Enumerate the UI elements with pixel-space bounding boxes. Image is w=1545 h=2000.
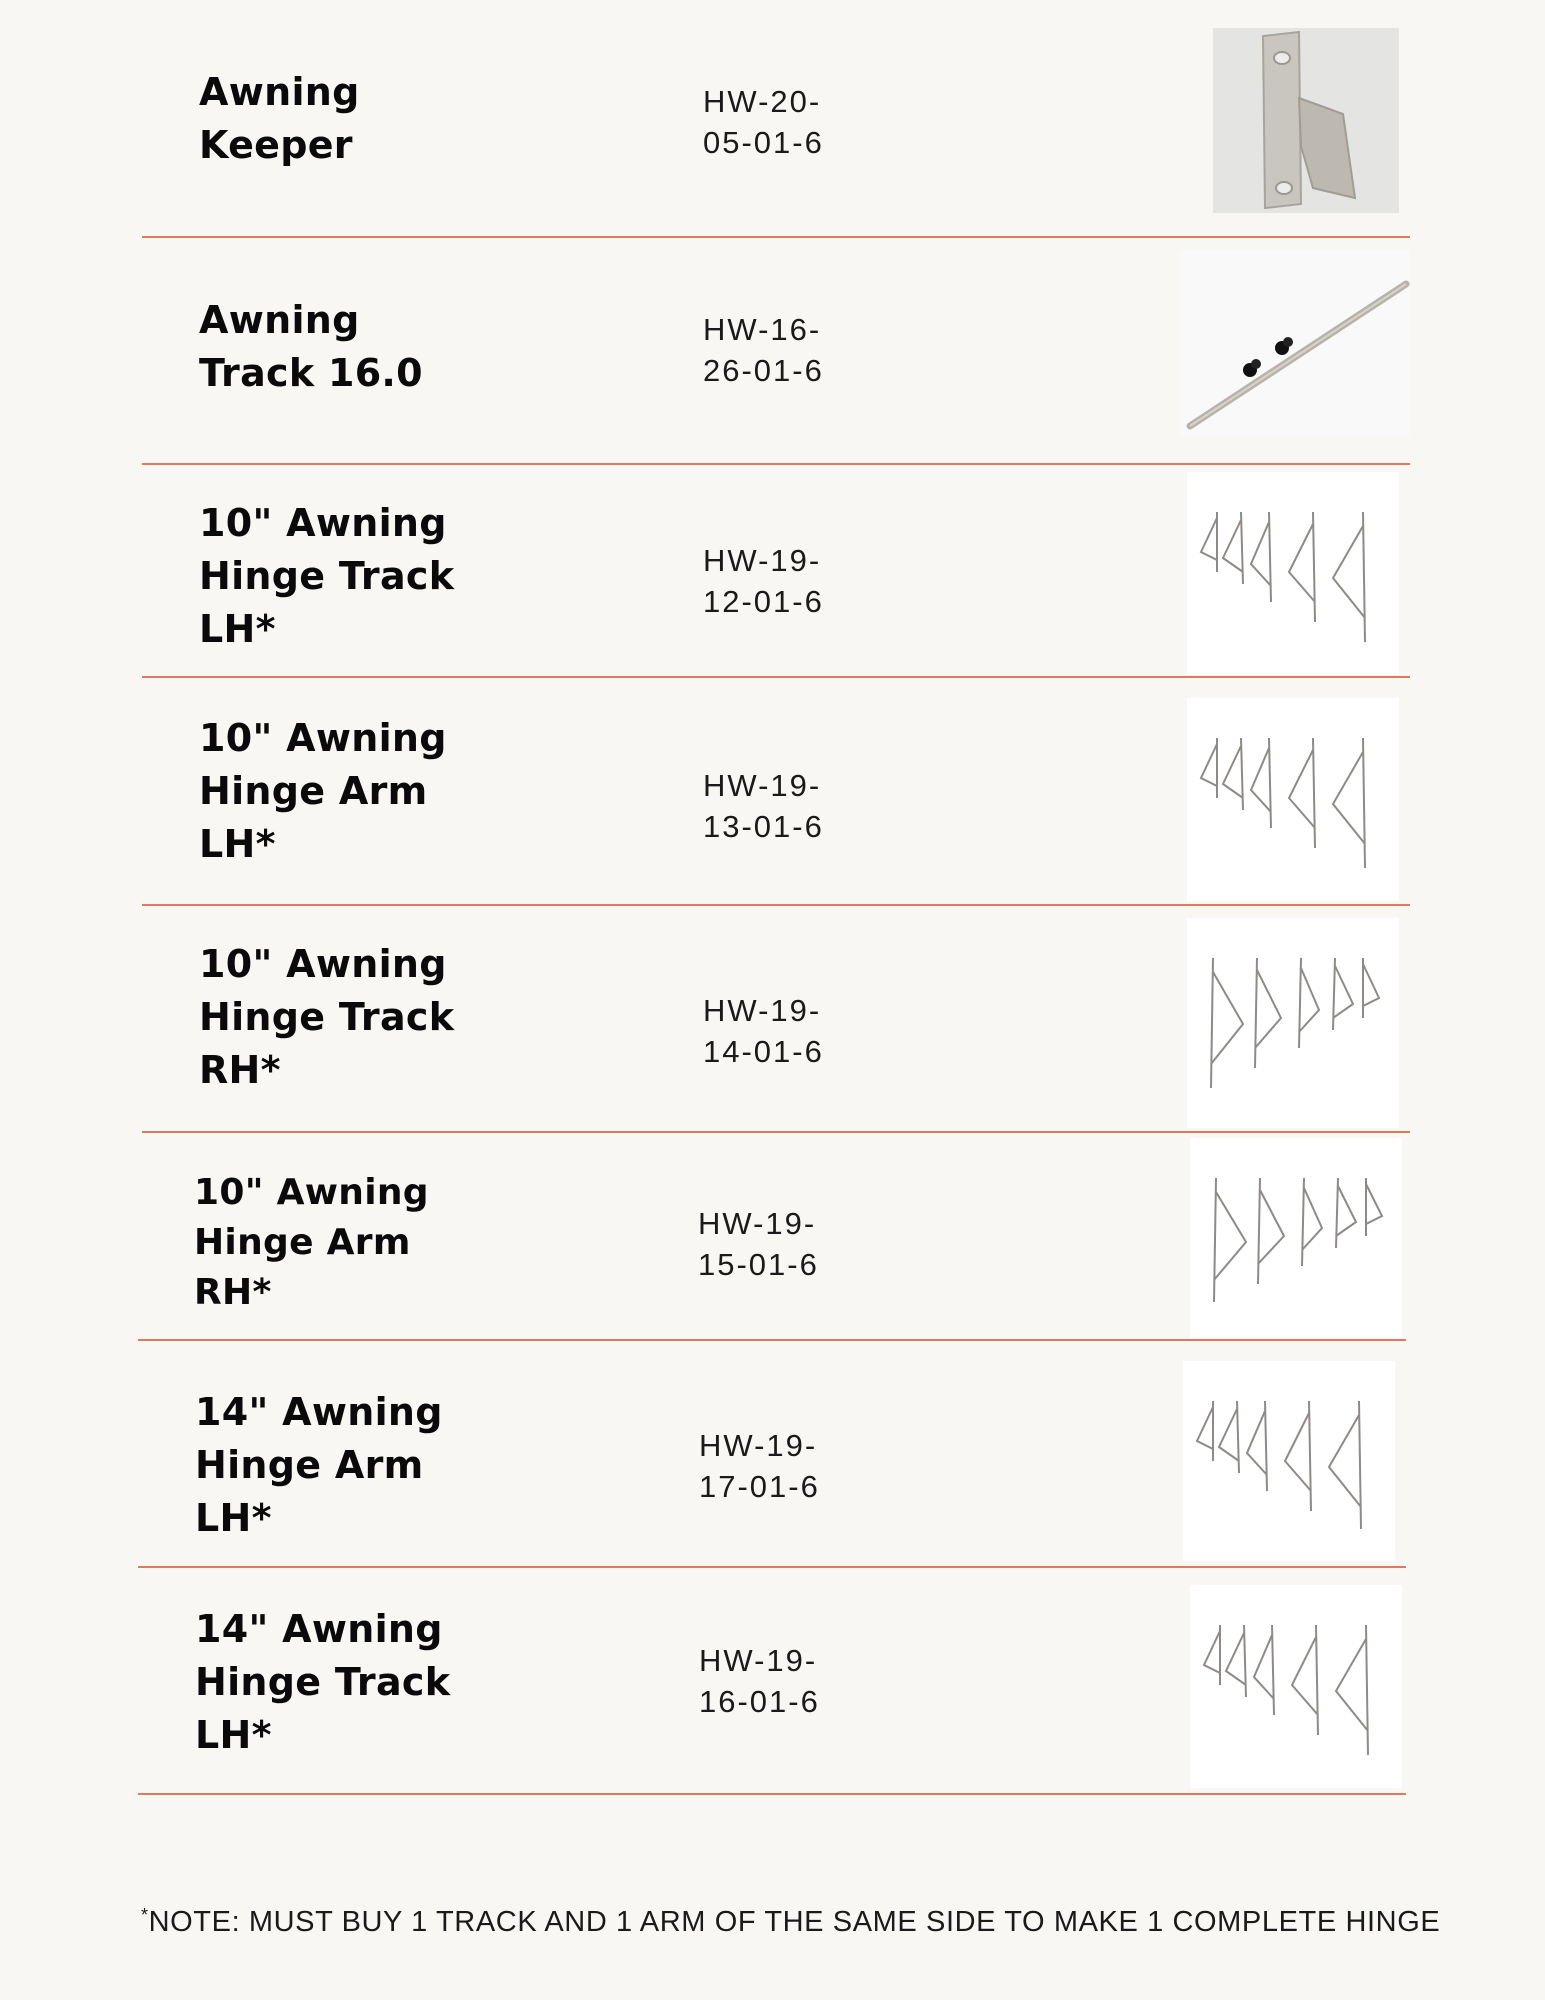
product-name: 14" Awning Hinge Track LH* [195,1607,451,1757]
awning-track-image [1180,250,1410,436]
hinge-lh-image [1183,1361,1395,1561]
divider [142,904,1410,906]
divider [142,676,1410,678]
product-code: HW-20- 05-01-6 [703,84,824,160]
product-code: HW-19- 17-01-6 [699,1428,820,1504]
divider [138,1566,1406,1568]
hinge-rh-image [1187,918,1399,1128]
product-code: HW-19- 15-01-6 [698,1206,819,1282]
product-name: 10" Awning Hinge Track LH* [199,501,455,651]
divider [138,1339,1406,1341]
divider [142,1131,1410,1133]
footnote-text: NOTE: MUST BUY 1 TRACK AND 1 ARM OF THE SAME SIDE TO MAKE 1 COMPLETE HINGE [148,1906,1441,1938]
hinge-lh-image [1187,698,1399,901]
product-name: 10" Awning Hinge Arm LH* [199,716,447,866]
awning-keeper-image [1213,28,1399,213]
footnote [141,1905,1440,1939]
divider [142,236,1410,238]
hinge-lh-image [1187,472,1399,675]
product-code: HW-19- 12-01-6 [703,543,824,619]
product-name: Awning Track 16.0 [199,298,423,395]
product-code: HW-19- 14-01-6 [703,993,824,1069]
product-name: 14" Awning Hinge Arm LH* [195,1390,443,1540]
divider [138,1793,1406,1795]
product-name: Awning Keeper [199,70,360,167]
product-code: HW-19- 13-01-6 [703,768,824,844]
hinge-rh-image [1190,1138,1402,1338]
product-code: HW-16- 26-01-6 [703,312,824,388]
divider [142,463,1410,465]
footnote-marker: * [141,1905,149,1925]
product-name: 10" Awning Hinge Track RH* [199,942,455,1092]
product-name: 10" Awning Hinge Arm RH* [194,1172,429,1313]
hinge-lh-image [1190,1585,1402,1788]
product-code: HW-19- 16-01-6 [699,1643,820,1719]
